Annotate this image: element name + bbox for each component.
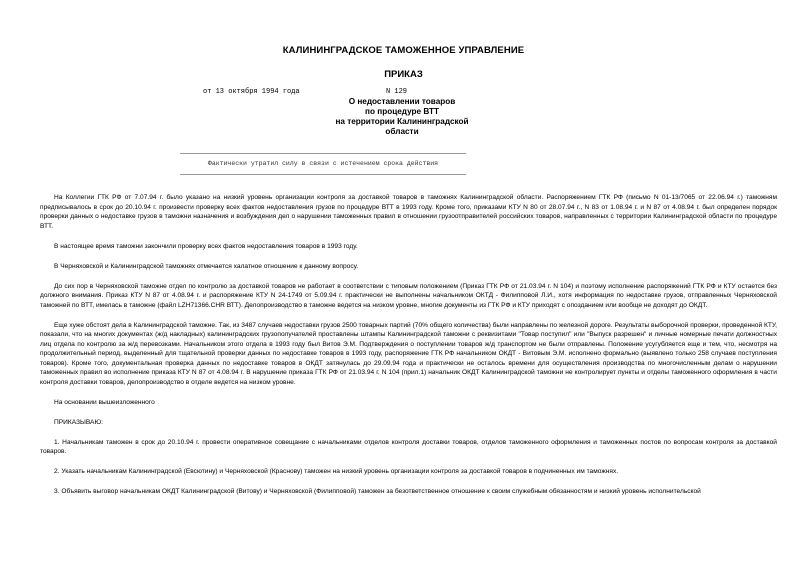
paragraph: 2. Указать начальникам Калининградской (Евсютину) и Черняховской (Краснову) таможен на низкий уровень организации контроля за доставкой товаров в подчиненных им таможнях. [54, 468, 619, 475]
paragraph: В Черняховской и Калининградской таможнях отмечается халатное отношение к данному вопросу. [54, 262, 359, 270]
divider-top [180, 153, 466, 154]
subject-line: по процедуре ВТТ [365, 107, 439, 116]
document-date: от 13 октября 1994 года [203, 88, 300, 96]
subject-line: области [385, 127, 419, 136]
document-subject [300, 97, 504, 137]
paragraph: До сих пор в Черняховской таможне отдел по контролю за доставкой товаров не работает в соответствии с типовым положением (Приказ ГТК РФ от 21.03.94 г. N 104) и поэтому исполнение распоряжений ГТК РФ и КТУ остается без должного внимания. Приказ КТУ N 87 от 4.08.94 г. и распоряжение КТУ N 24-1749 от 5.09.94 г. практически не выполнены начальником ОКТД - Филипповой Л.И., хотя информация по недоставке грузов, отправленных Черняховской таможней по ВТТ, имелась в таможне (файл LZH71366.CHR ВТТ). Делопроизводство в таможне ведется на низком уровне, многие документы из ГТК РФ и КТУ приходят с опозданием или вообще не доходят до ОКДТ. [40, 282, 777, 309]
status-note: Фактически утратил силу в связи с истечением срока действия [207, 160, 439, 167]
subject-line: на территории Калининградской [335, 117, 469, 126]
paragraph: На основании вышеизложенного [54, 398, 155, 406]
divider-bottom [180, 174, 466, 175]
paragraph: 1. Начальникам таможен в срок до 20.10.94 г. провести оперативное совещание с начальниками отделов контроля доставки товаров, отделов таможенного оформления и таможенных постов по вопросам контроля за доставкой товаров. [40, 438, 777, 455]
document-type: ПРИКАЗ [384, 69, 423, 80]
paragraph: В настоящее время таможни закончили проверку всех фактов недоставления товаров в 1993 году. [54, 242, 358, 250]
subject-line: О недоставлении товаров [348, 97, 456, 106]
paragraph: Еще хуже обстоят дела в Калининградской таможне. Так, из 3487 случаев недоставки грузов 2500 товарных партий (70% общего количества) были направлены по железной дороге. Результаты выборочной проверки, проведенной КТУ, показали, что на многих документах (ж/д накладных) калининградских грузополучателей проставлены штампы Калининградской таможни с реквизитами "Товар поступил" или "Выпуск разрешен" и личные номерные печати должностных лиц отдела по контролю за ж/д перевозками. Начальником этого отдела в 1993 году был Витов Э.М. Подтверждения о поступлении товаров ж/д транспортом не были отправлены. Положение усугубляется еще и тем, что, несмотря на продолжительный период, выделенный для тщательной проверки данных по недоставке товаров в 1993 году, распоряжение ГТК РФ начальником ОКДТ - Витовым Э.М. исполнено формально (выявлено только 258 случаев поступления товаров). Кроме того, документальная проверка данных по недоставке товаров в ОКДТ затянулась до 29.09.94 года и практически не осталось времени для осуществления производства по многочисленным делам о нарушении таможенных правил во исполнение приказа КТУ N 87 от 4.08.94 г. В нарушение приказа ГТК РФ от 21.03.94 г. N 104 (прил.1) начальник ОКДТ Калининградской таможни не контролирует пункты и отделы таможенного оформления в части контроля доставки товаров, делопроизводство в отделе ведется на низком уровне. [40, 321, 777, 386]
document-number: N 129 [386, 88, 408, 96]
paragraph: На Коллегии ГТК РФ от 7.07.94 г. было указано на низкий уровень организации контроля за доставкой товаров в таможнях Калининградской области. Распоряжением ГТК РФ (письмо N 01-13/7065 от 22.06.94 г.) таможням предписывалось в срок до 20.10.94 г. произвести проверку всех фактов недоставления грузов по процедуре ВТТ в 1993 году. Кроме того, приказами КТУ N 80 от 28.07.94 г., N 83 от 1.08.94 г. и N 87 от 4.08.94 г. был определен порядок проверки данных о недоставке грузов в таможни назначения и возбуждения дел о нарушении таможенных правил в отношении грузоотправителей российских товаров, направленных с территории Калининградской области по процедуре ВТТ. [40, 194, 777, 230]
paragraph: ПРИКАЗЫВАЮ: [54, 418, 103, 426]
organization-title: КАЛИНИНГРАДСКОЕ ТАМОЖЕННОЕ УПРАВЛЕНИЕ [282, 45, 525, 56]
document-body [40, 193, 777, 507]
paragraph: 3. Объявить выговор начальникам ОКДТ Калининградской (Витову) и Черняховской (Филипповой) таможен за безответственное отношение к своим служебным обязанностям и низкий уровень исполнительской [54, 488, 701, 495]
